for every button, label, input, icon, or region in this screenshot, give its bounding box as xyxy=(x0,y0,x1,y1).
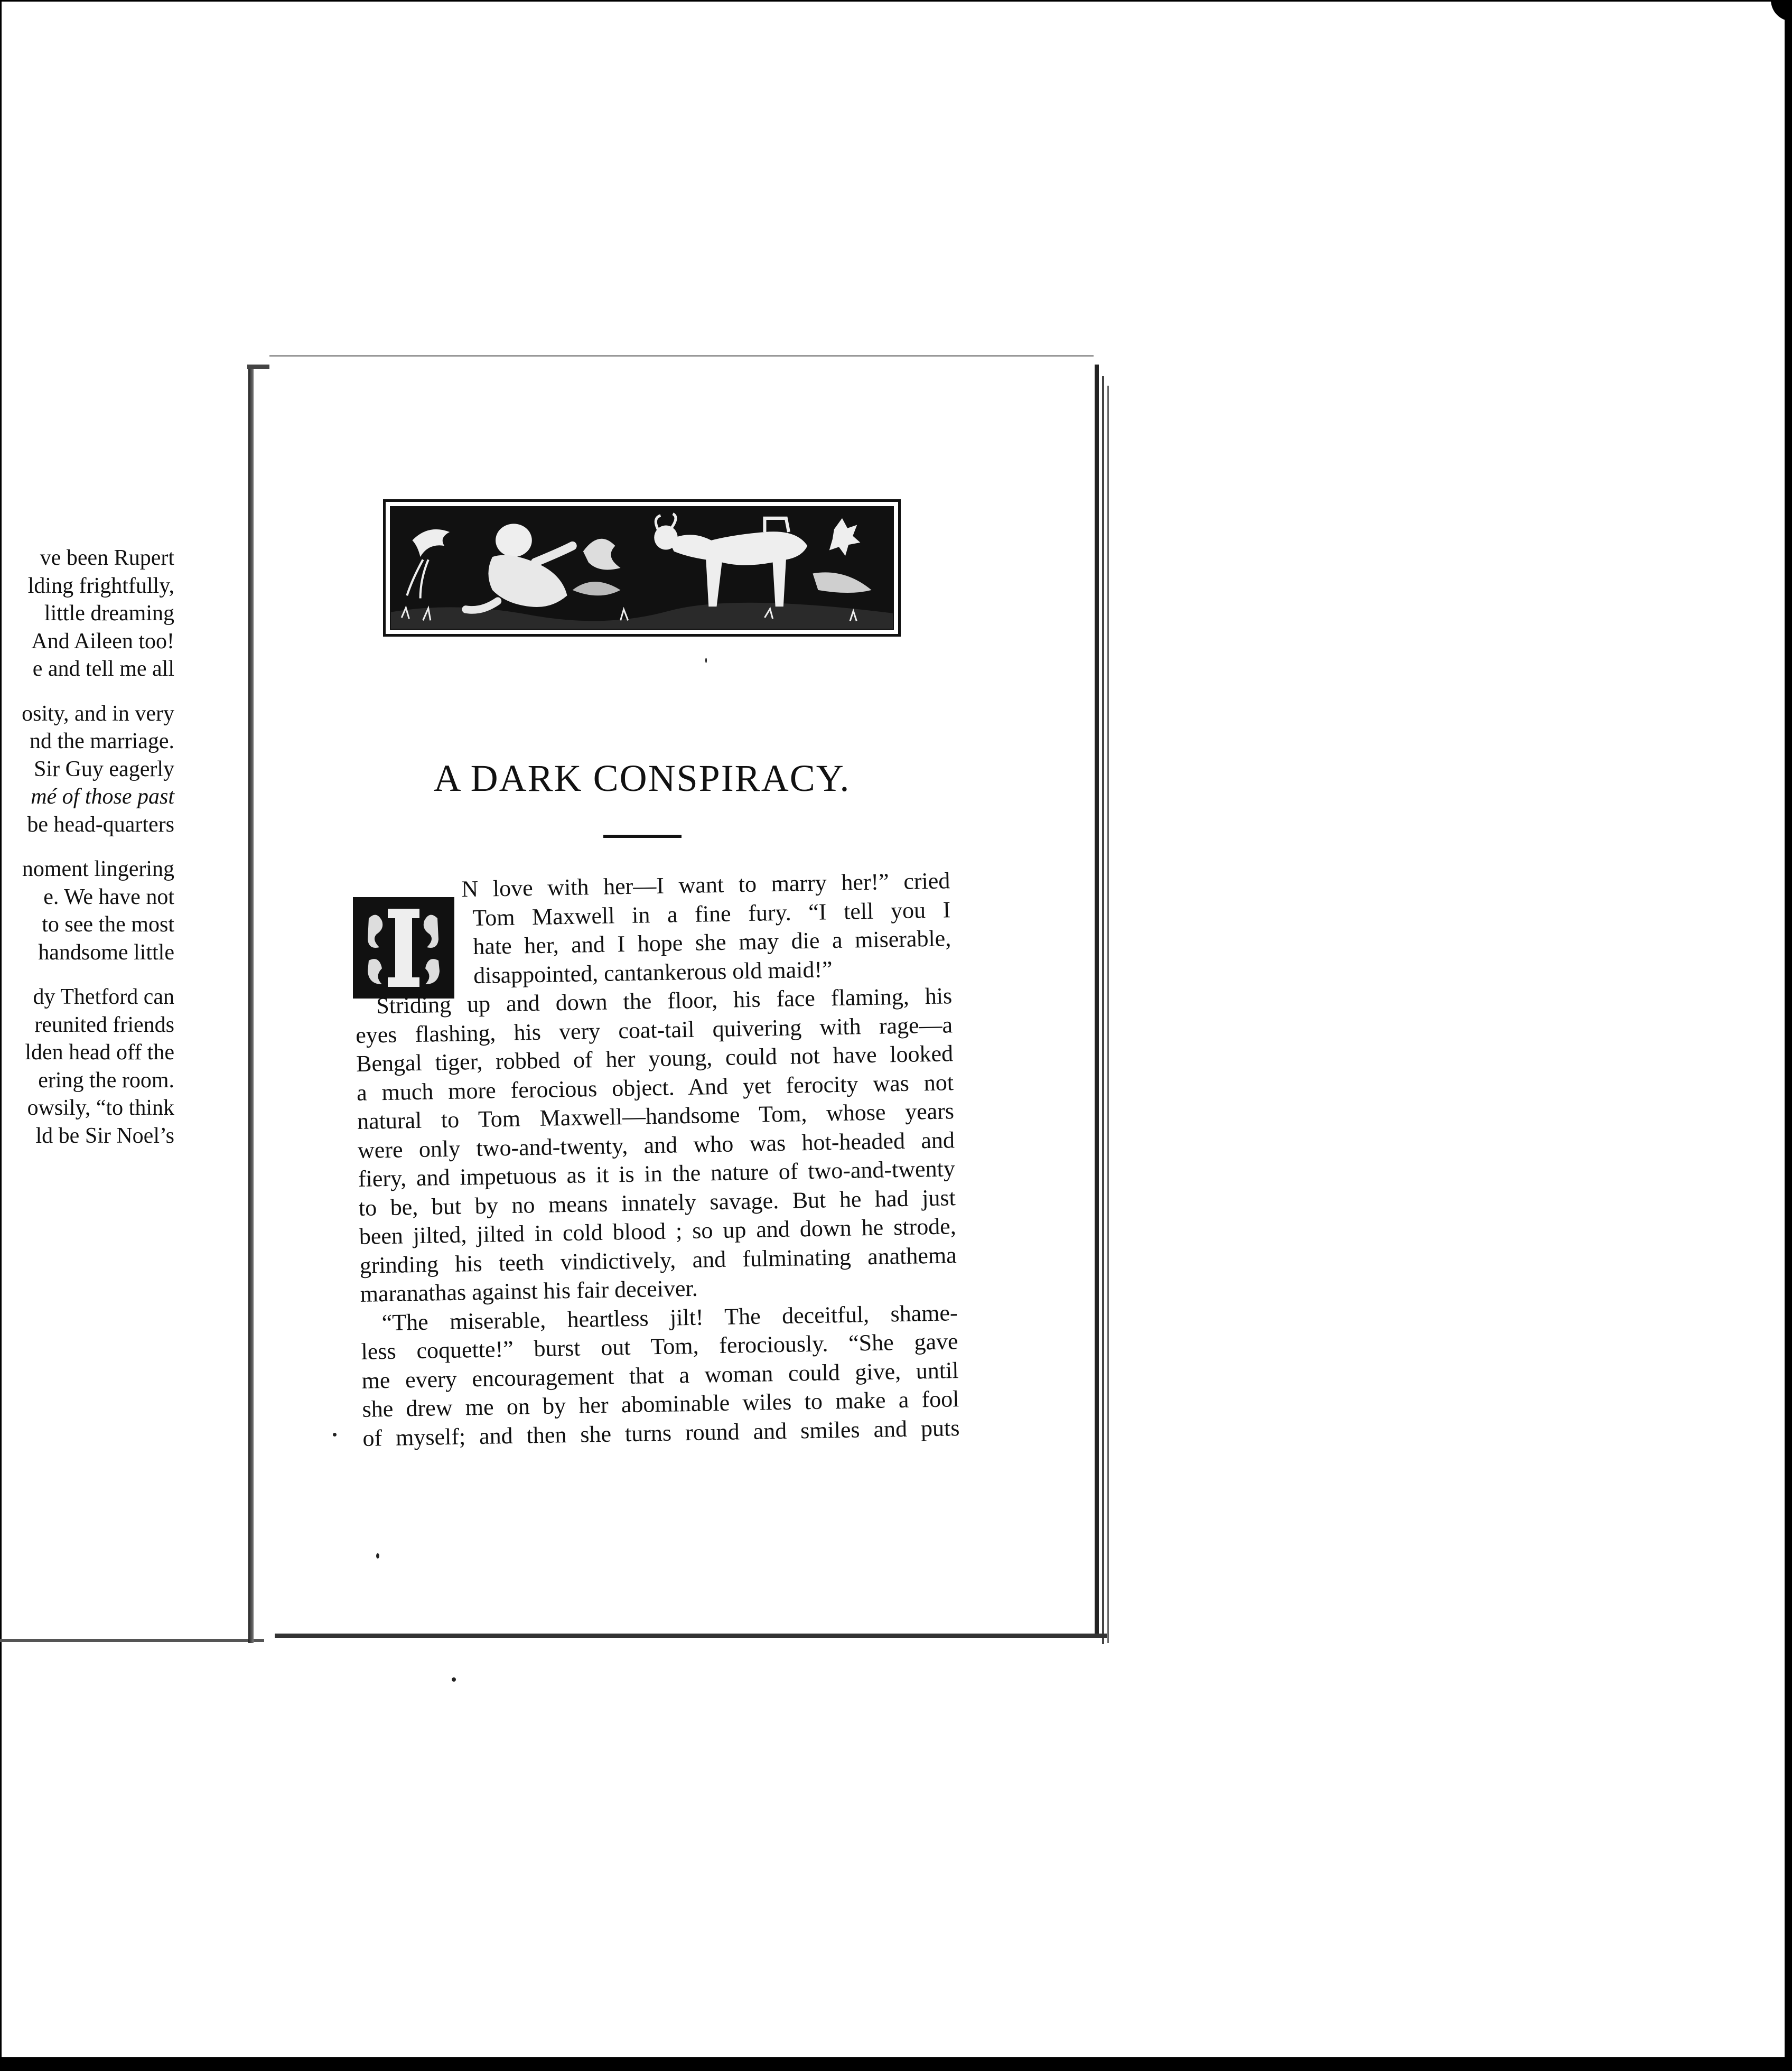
left-page-text xyxy=(0,544,174,1150)
headpiece-illustration xyxy=(383,499,901,637)
text-line: me every encouragement that a woman could give, until xyxy=(361,1357,959,1394)
chapter-title: A DARK CONSPIRACY. xyxy=(433,757,851,799)
page-edge xyxy=(1095,365,1099,1638)
text-line: N love with her—I want to marry her!” cried xyxy=(461,867,950,902)
text-line: less coquette!” burst out Tom, ferociously. “She gave xyxy=(361,1328,958,1365)
left-line: ld be Sir Noel’s xyxy=(35,1123,174,1148)
woodcut-icon xyxy=(391,507,893,629)
left-line: to see the most xyxy=(42,912,174,937)
left-line: lden head off the xyxy=(25,1040,174,1065)
page-edge xyxy=(1102,376,1104,1644)
text-line: grinding his teeth vindictively, and fulminating anathema xyxy=(359,1242,957,1279)
left-line: reunited friends xyxy=(34,1012,174,1037)
text-line: Bengal tiger, robbed of her young, could not have looked xyxy=(356,1040,954,1077)
text-line: to be, but by no means innately savage. But he had just xyxy=(358,1184,956,1221)
title-rule xyxy=(603,835,682,838)
left-line: owsily, “to think xyxy=(27,1096,174,1120)
scan-speck xyxy=(452,1677,456,1682)
left-line: ering the room. xyxy=(38,1068,174,1093)
book-gutter xyxy=(248,365,254,1643)
scan-border-right xyxy=(1785,0,1792,2071)
text-line: of myself; and then she turns round and smiles and puts xyxy=(362,1414,960,1451)
scan-corner xyxy=(1771,0,1792,21)
left-line: be head-quarters xyxy=(27,812,174,837)
left-line: Sir Guy eagerly xyxy=(34,757,174,781)
left-line: And Aileen too! xyxy=(31,629,174,654)
text-line: eyes flashing, his very coat-tail quivering with rage—a xyxy=(355,1011,953,1048)
scan-speck xyxy=(376,1553,379,1559)
left-line: handsome little xyxy=(38,940,174,965)
scan-border-top xyxy=(0,0,1792,2)
left-line: nd the marriage. xyxy=(29,729,174,753)
page-bottom-edge xyxy=(275,1634,1107,1638)
left-line: ve been Rupert xyxy=(40,546,174,570)
left-page-bottom-edge xyxy=(0,1639,264,1642)
text-line: Tom Maxwell in a fine fury. “I tell you I xyxy=(472,896,951,931)
left-line: dy Thetford can xyxy=(33,985,174,1009)
text-line: fiery, and impetuous as it is in the nature of two-and-twenty xyxy=(358,1155,956,1192)
text-line: Striding up and down the floor, his face flaming, his xyxy=(376,983,953,1019)
scan-speck xyxy=(705,658,707,663)
text-line: she drew me on by her abominable wiles to make a fool xyxy=(362,1386,959,1422)
text-line: been jilted, jilted in cold blood ; so up and down he strode, xyxy=(359,1213,957,1249)
left-line: mé of those past xyxy=(31,785,174,809)
text-line: a much more ferocious object. And yet ferocity was not xyxy=(356,1069,954,1106)
text-line: hate her, and I hope she may die a miserable, xyxy=(472,925,951,960)
left-line: noment lingering xyxy=(22,857,174,881)
page-edge xyxy=(1107,386,1109,1643)
text-line: “The miserable, heartless jilt! The deceitful, shame- xyxy=(381,1299,958,1336)
left-line: e. We have not xyxy=(43,884,174,909)
woodcut-panel xyxy=(390,506,894,630)
left-line: little dreaming xyxy=(44,601,174,626)
text-line: disappointed, cantankerous old maid!” xyxy=(473,956,833,988)
left-line: e and tell me all xyxy=(32,657,174,681)
text-line: maranathas against his fair deceiver. xyxy=(360,1275,698,1307)
gutter-corner xyxy=(247,365,271,369)
left-line: lding frightfully, xyxy=(27,573,174,598)
body-text xyxy=(353,866,960,1453)
scan-speck xyxy=(333,1433,337,1436)
scan-border-bottom xyxy=(0,2057,1792,2071)
text-line: natural to Tom Maxwell—handsome Tom, whose years xyxy=(357,1098,955,1134)
text-line: were only two-and-twenty, and who was hot-headed and xyxy=(357,1126,955,1163)
left-line: osity, and in very xyxy=(22,701,174,726)
